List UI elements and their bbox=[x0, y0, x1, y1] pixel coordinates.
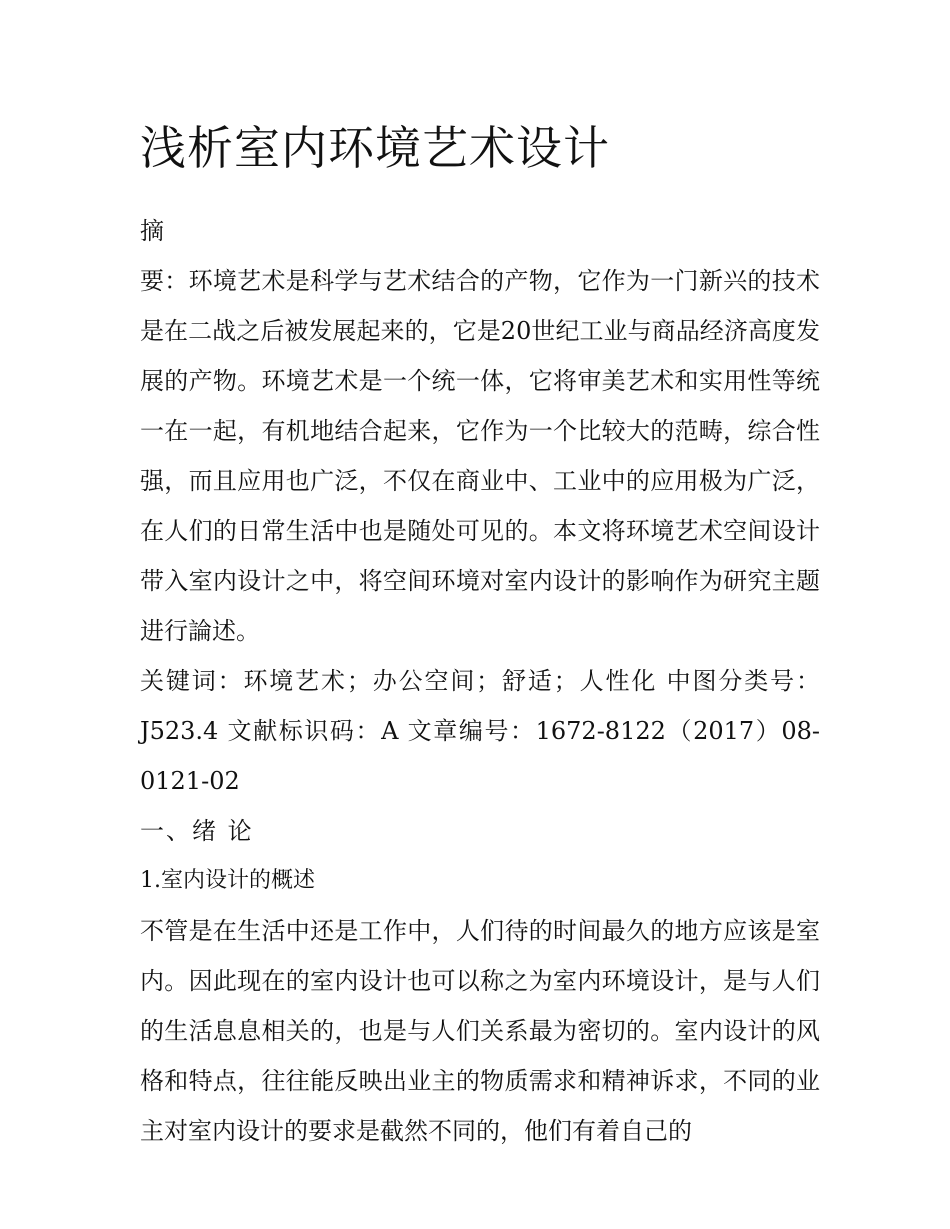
document-page bbox=[140, 112, 820, 1156]
keywords-paragraph: 关键词：环境艺术；办公空间；舒适；人性化 中图分类号：J523.4 文献标识码：A 文章编号：1672-8122（2017）08-0121-02 bbox=[140, 667, 820, 795]
document-title: 浅析室内环境艺术设计 bbox=[140, 121, 610, 175]
subsection-heading: 1.室内设计的概述 bbox=[140, 868, 315, 893]
abstract-label: 摘 bbox=[140, 217, 164, 245]
abstract-paragraph: 要：环境艺术是科学与艺术结合的产物，它作为一门新兴的技术是在二战之后被发展起来的，它是20世纪工业与商品经济高度发展的产物。环境艺术是一个统一体，它将审美艺术和实用性等统一在一起，有机地结合起来，它作为一个比较大的范畴，综合性强，而且应用也广泛，不仅在商业中、工业中的应用极为广泛，在人们的日常生活中也是随处可见的。本文将环境艺术空间设计带入室内设计之中，将空间环境对室内设计的影响作为研究主题进行論述。 bbox=[140, 267, 820, 645]
body-paragraph: 不管是在生活中还是工作中，人们待的时间最久的地方应该是室内。因此现在的室内设计也可以称之为室内环境设计，是与人们的生活息息相关的，也是与人们关系最为密切的。室内设计的风格和特点，往往能反映出业主的物质需求和精神诉求，不同的业主对室内设计的要求是截然不同的，他们有着自己的 bbox=[140, 917, 820, 1145]
section-heading: 一、绪 论 bbox=[140, 817, 254, 845]
